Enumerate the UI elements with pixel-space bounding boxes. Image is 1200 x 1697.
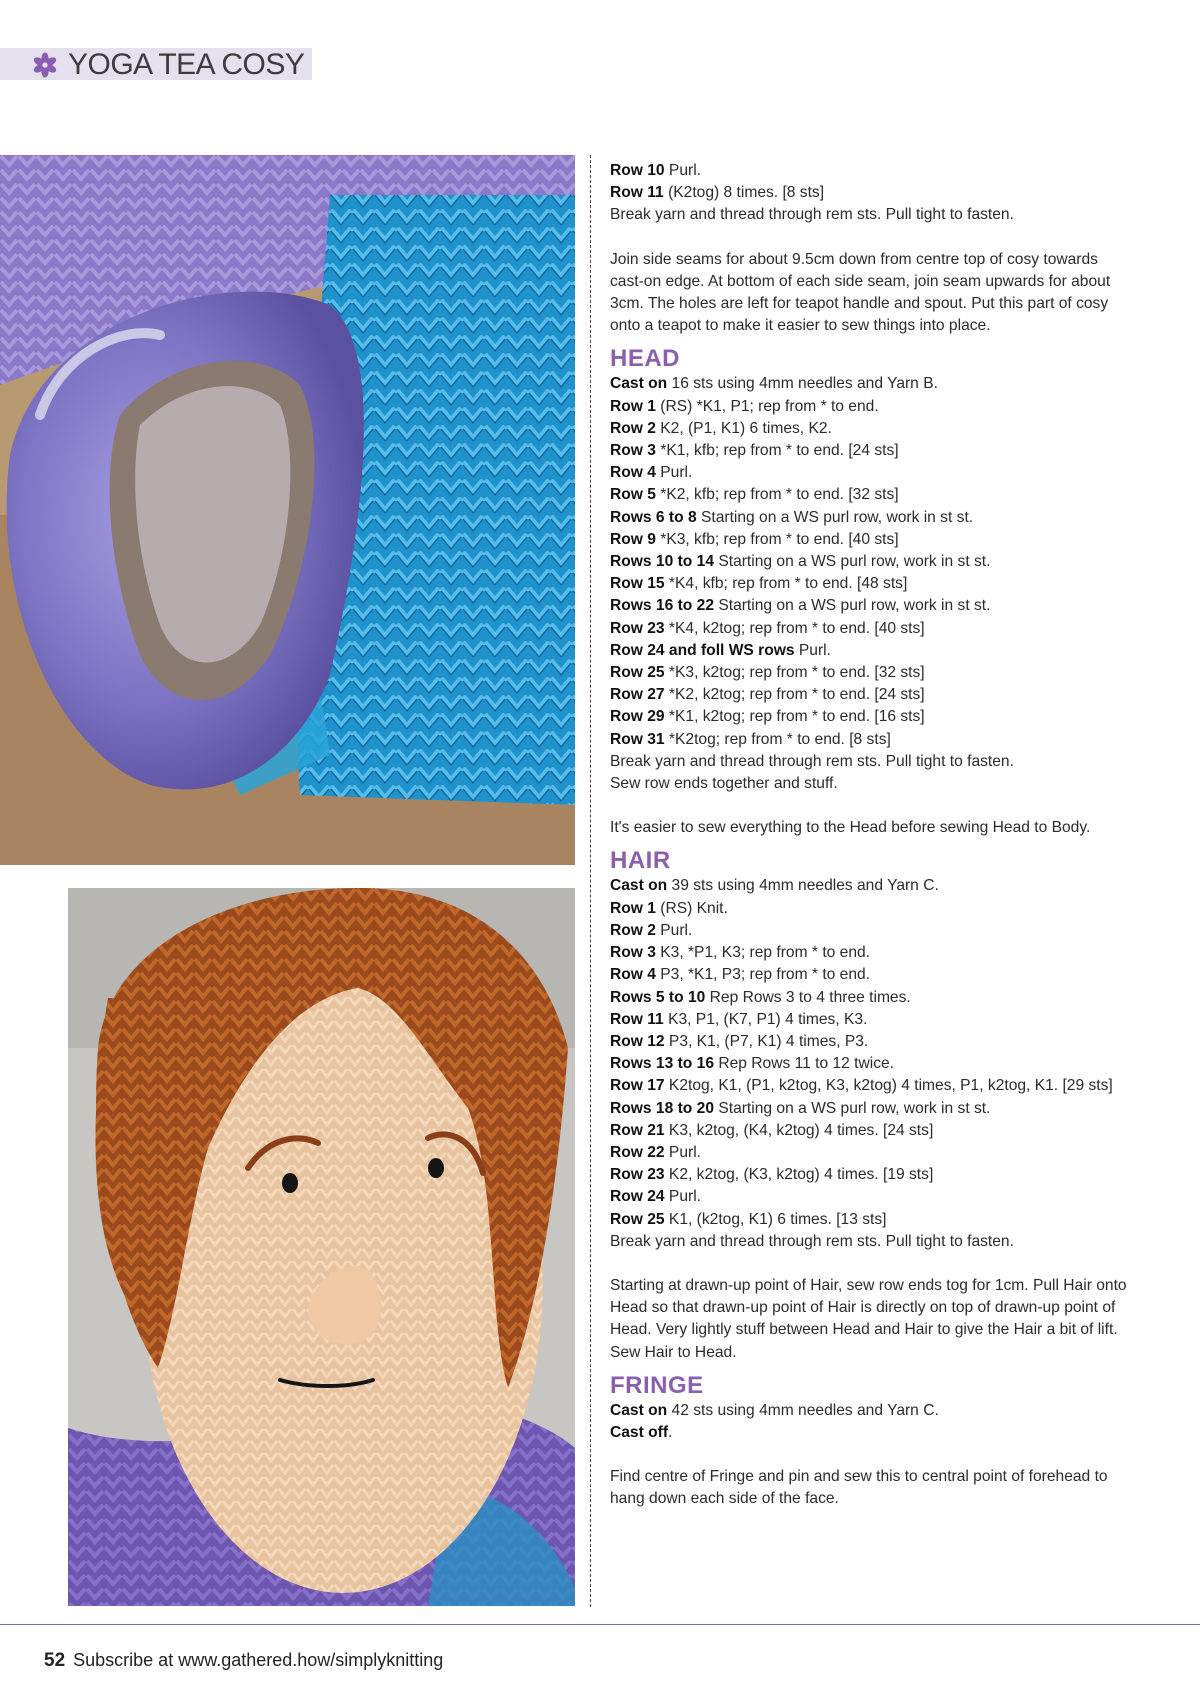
pattern-line: Row 25 K1, (k2tog, K1) 6 times. [13 sts] [610, 1210, 887, 1228]
pattern-line: Row 24 Purl. [610, 1188, 701, 1206]
pattern-line: Row 1 (RS) Knit. [610, 899, 728, 917]
pattern-line: Row 2 K2, (P1, K1) 6 times, K2. [610, 419, 832, 437]
fringe-instructions [610, 1400, 1130, 1444]
pattern-line: Row 4 Purl. [610, 464, 693, 482]
pattern-line: Rows 6 to 8 Starting on a WS purl row, work in st st. [610, 508, 974, 526]
pattern-line: Cast on 16 sts using 4mm needles and Yarn B. [610, 375, 938, 393]
pattern-line: Row 9 *K3, kfb; rep from * to end. [40 sts] [610, 530, 899, 548]
head-note: It's easier to sew everything to the Head before sewing Head to Body. [610, 819, 1091, 837]
pattern-line: Row 3 *K1, kfb; rep from * to end. [24 sts] [610, 442, 899, 460]
pattern-line: Row 11 (K2tog) 8 times. [8 sts] [610, 184, 825, 202]
flower-icon [32, 52, 58, 78]
hair-heading: HAIR [610, 847, 671, 875]
page-footer [44, 1650, 443, 1672]
hair-instructions [610, 875, 1130, 1252]
pattern-line: Rows 5 to 10 Rep Rows 3 to 4 three times. [610, 988, 911, 1006]
pattern-line: Row 24 and foll WS rows Purl. [610, 641, 831, 659]
pattern-line: Rows 10 to 14 Starting on a WS purl row, work in st st. [610, 553, 991, 571]
pattern-line: Rows 13 to 16 Rep Rows 11 to 12 twice. [610, 1055, 894, 1073]
fringe-note: Find centre of Fringe and pin and sew this to central point of forehead to hang down each side of the face. [610, 1468, 1108, 1508]
pattern-line: Row 2 Purl. [610, 921, 693, 939]
pattern-line: Row 15 *K4, kfb; rep from * to end. [48 sts] [610, 575, 908, 593]
pattern-line: Break yarn and thread through rem sts. Pull tight to fasten. [610, 752, 1014, 770]
pattern-line: Cast on 42 sts using 4mm needles and Yarn C. [610, 1401, 939, 1419]
pattern-line: Row 10 Purl. [610, 162, 701, 179]
head-heading: HEAD [610, 345, 681, 373]
pattern-line: Row 17 K2tog, K1, (P1, k2tog, K3, k2tog) 4 times, P1, k2tog, K1. [29 sts] [610, 1077, 1113, 1095]
column-divider [590, 155, 591, 1607]
page-title: YOGA TEA COSY [68, 48, 305, 81]
pattern-line: Row 1 (RS) *K1, P1; rep from * to end. [610, 397, 879, 415]
head-instructions [610, 373, 1130, 795]
pattern-text-column [610, 160, 1130, 1511]
pattern-line: Rows 18 to 20 Starting on a WS purl row, work in st st. [610, 1099, 991, 1117]
join-paragraph: Join side seams for about 9.5cm down from centre top of cosy towards cast-on edge. At bottom of each side seam, join seam upwards for about 3cm. The holes are left for teapot handle and spout. Put this part of cosy onto a teapot to make it easier to sew things into place. [610, 250, 1111, 335]
pattern-line: Cast off. [610, 1423, 673, 1441]
pattern-line: Row 29 *K1, k2tog; rep from * to end. [16 sts] [610, 708, 925, 726]
subscribe-link[interactable]: Subscribe at www.gathered.how/simplyknitting [73, 1650, 444, 1670]
pattern-line: Cast on 39 sts using 4mm needles and Yarn C. [610, 877, 939, 895]
pattern-line: Row 11 K3, P1, (K7, P1) 4 times, K3. [610, 1010, 868, 1028]
pattern-line: Row 12 P3, K1, (P7, K1) 4 times, P3. [610, 1032, 869, 1050]
photo-knitted-head [68, 888, 575, 1606]
photo-teapot-handle [0, 155, 575, 865]
pattern-line: Break yarn and thread through rem sts. Pull tight to fasten. [610, 1232, 1014, 1250]
hair-note: Starting at drawn-up point of Hair, sew row ends tog for 1cm. Pull Hair onto Head so that drawn-up point of Hair is directly on top of drawn-up point of Head. Very lightly stuff between Head and Hair to give the Hair a bit of lift. Sew Hair to Head. [610, 1276, 1127, 1361]
pattern-line: Row 23 K2, k2tog, (K3, k2tog) 4 times. [19 sts] [610, 1166, 934, 1184]
pattern-line: Row 22 Purl. [610, 1143, 701, 1161]
pattern-line: Row 4 P3, *K1, P3; rep from * to end. [610, 966, 871, 984]
pattern-line: Break yarn and thread through rem sts. Pull tight to fasten. [610, 206, 1014, 224]
pattern-line: Rows 16 to 22 Starting on a WS purl row, work in st st. [610, 597, 991, 615]
pattern-line: Row 5 *K2, kfb; rep from * to end. [32 sts] [610, 486, 899, 504]
pattern-line: Row 31 *K2tog; rep from * to end. [8 sts] [610, 730, 891, 748]
section-header [0, 48, 312, 80]
pattern-line: Row 27 *K2, k2tog; rep from * to end. [24 sts] [610, 686, 925, 704]
pattern-line: Sew row ends together and stuff. [610, 775, 838, 793]
pattern-line: Row 23 *K4, k2tog; rep from * to end. [40 sts] [610, 619, 925, 637]
pattern-line: Row 21 K3, k2tog, (K4, k2tog) 4 times. [24 sts] [610, 1121, 934, 1139]
footer-divider [0, 1624, 1200, 1625]
pattern-line: Row 3 K3, *P1, K3; rep from * to end. [610, 944, 871, 962]
fringe-heading: FRINGE [610, 1371, 704, 1399]
page-number: 52 [44, 1650, 66, 1671]
pattern-line: Row 25 *K3, k2tog; rep from * to end. [32 sts] [610, 664, 925, 682]
